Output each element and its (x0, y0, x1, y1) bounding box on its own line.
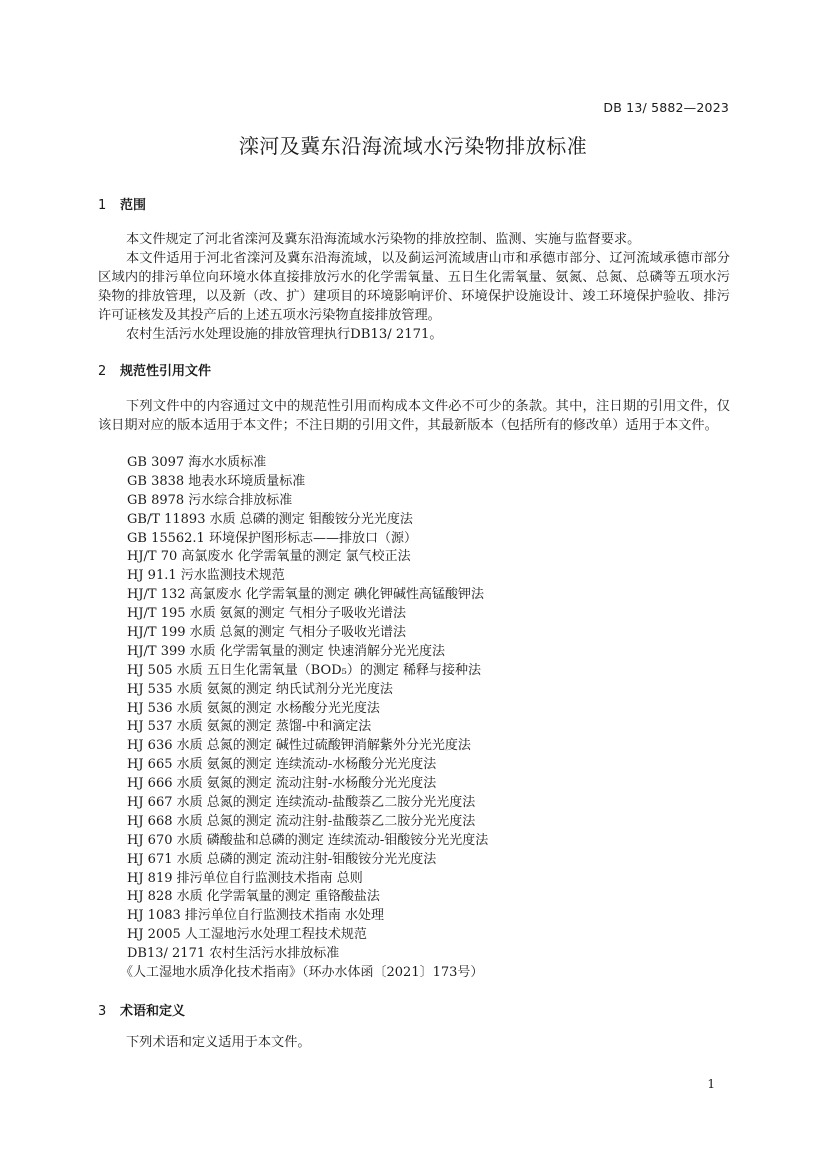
document-code: DB 13/ 5882—2023 (603, 100, 729, 115)
reference-item: HJ/T 132 高氯废水 化学需氧量的测定 碘化钾碱性高锰酸钾法 (127, 587, 484, 603)
section-title: 范围 (120, 198, 147, 213)
page-number: 1 (707, 1077, 715, 1091)
reference-item: HJ 819 排污单位自行监测技术指南 总则 (127, 870, 363, 886)
section-1-paragraph-3: 农村生活污水处理设施的排放管理执行DB13/ 2171。 (126, 327, 443, 342)
reference-item: HJ 536 水质 氨氮的测定 水杨酸分光光度法 (127, 700, 380, 716)
section-title: 规范性引用文件 (120, 364, 212, 379)
reference-item: HJ 636 水质 总氮的测定 碱性过硫酸钾消解紫外分光光度法 (127, 738, 471, 754)
reference-item: HJ 2005 人工湿地污水处理工程技术规范 (127, 927, 367, 943)
reference-item: HJ 91.1 污水监测技术规范 (127, 568, 285, 584)
reference-item: DB13/ 2171 农村生活污水排放标准 (127, 946, 340, 962)
reference-item: HJ 828 水质 化学需氧量的测定 重铬酸盐法 (127, 889, 380, 905)
reference-item: 《人工湿地水质净化技术指南》（环办水体函〔2021〕173号） (120, 965, 484, 981)
section-number: 2 (98, 364, 107, 379)
reference-item: HJ 666 水质 氨氮的测定 流动注射-水杨酸分光光度法 (127, 776, 437, 792)
reference-item: HJ/T 399 水质 化学需氧量的测定 快速消解分光光度法 (127, 643, 445, 659)
reference-item: HJ 665 水质 氨氮的测定 连续流动-水杨酸分光光度法 (127, 757, 437, 773)
section-1-paragraph-1: 本文件规定了河北省滦河及冀东沿海流域水污染物的排放控制、监测、实施与监督要求。 (126, 232, 641, 247)
reference-item: GB/T 11893 水质 总磷的测定 钼酸铵分光光度法 (127, 511, 413, 527)
reference-item: GB 15562.1 环境保护图形标志——排放口（源） (127, 530, 417, 546)
section-number: 3 (98, 1004, 107, 1019)
section-2-paragraph-1: 下列文件中的内容通过文中的规范性引用而构成本文件必不可少的条款。其中，注日期的引用文件，仅该日期对应的版本适用于本文件；不注日期的引用文件，其最新版本（包括所有的修改单）适用于本文件。 (98, 399, 730, 433)
reference-item: HJ 1083 排污单位自行监测技术指南 水处理 (127, 908, 385, 924)
reference-item: HJ 667 水质 总氮的测定 连续流动-盐酸萘乙二胺分光光度法 (127, 795, 476, 811)
document-title: 滦河及冀东沿海流域水污染物排放标准 (238, 134, 588, 158)
reference-item: HJ/T 199 水质 总氮的测定 气相分子吸收光谱法 (127, 625, 406, 641)
section-1-heading (98, 194, 146, 213)
reference-item: HJ 668 水质 总氮的测定 流动注射-盐酸萘乙二胺分光光度法 (127, 813, 476, 829)
reference-item: HJ 505 水质 五日生化需氧量（BOD₅）的测定 稀释与接种法 (127, 662, 481, 678)
section-2-heading (98, 360, 211, 379)
section-3-heading (98, 1000, 185, 1019)
normative-references-list (120, 454, 489, 983)
section-3-paragraph-1: 下列术语和定义适用于本文件。 (126, 1035, 311, 1050)
reference-item: HJ 670 水质 磷酸盐和总磷的测定 连续流动-钼酸铵分光光度法 (127, 832, 489, 848)
reference-item: GB 3838 地表水环境质量标准 (127, 473, 306, 489)
reference-item: HJ 671 水质 总磷的测定 流动注射-钼酸铵分光光度法 (127, 851, 437, 867)
section-number: 1 (98, 198, 107, 213)
reference-item: HJ 535 水质 氨氮的测定 纳氏试剂分光光度法 (127, 681, 393, 697)
reference-item: GB 8978 污水综合排放标准 (127, 492, 293, 508)
section-1-paragraph-2: 本文件适用于河北省滦河及冀东沿海流域，以及蓟运河流域唐山市和承德市部分、辽河流域承德市部分区域内的排污单位向环境水体直接排放污水的化学需氧量、五日生化需氧量、氨氮、总氮、总磷等五项水污染物的排放管理，以及新（改、扩）建项目的环境影响评价、环境保护设施设计、竣工环境保护验收、排污许可证核发及其投产后的上述五项水污染物直接排放管理。 (98, 251, 730, 323)
reference-item: GB 3097 海水水质标准 (127, 455, 267, 470)
section-title: 术语和定义 (120, 1004, 186, 1019)
reference-item: HJ 537 水质 氨氮的测定 蒸馏-中和滴定法 (127, 719, 372, 735)
reference-item: HJ/T 70 高氯废水 化学需氧量的测定 氯气校正法 (127, 549, 411, 565)
reference-item: HJ/T 195 水质 氨氮的测定 气相分子吸收光谱法 (127, 606, 406, 622)
